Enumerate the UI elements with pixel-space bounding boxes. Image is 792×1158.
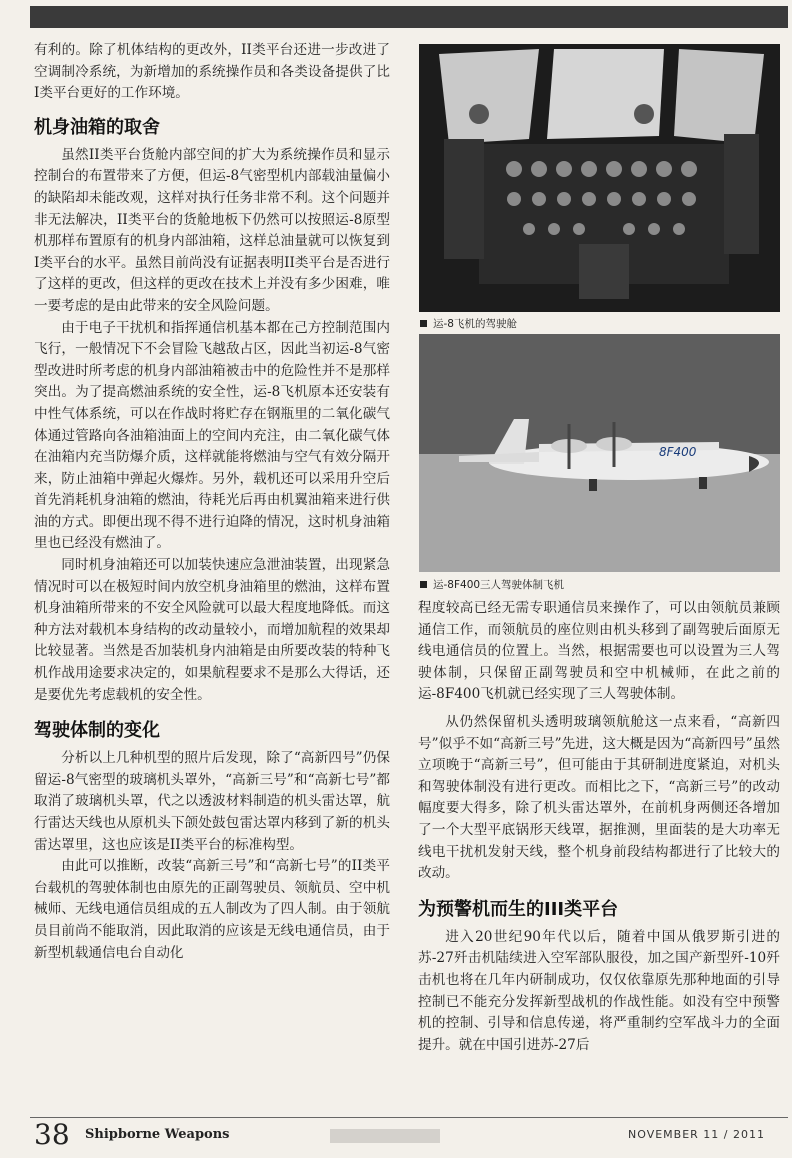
paragraph: 从仍然保留机头透明玻璃领航舱这一点来看，“高新四号”似乎不如“高新三号”先进，这大概是因为“高新四号”虽然立项晚于“高新三号”，但可能由于其研制进度紧迫，对机头和驾驶体制没有进行更改。而相比之下，“高新三号”的改动幅度要大得多，除了机头雷达罩外，在前机身两侧还各增加了一个大型平底锅形天线罩，据推测，里面装的是大功率无线电干扰机发射天线，整个机身前段结构都进行了比较大的改动。 xyxy=(418,713,780,882)
top-banner xyxy=(30,6,788,28)
left-column xyxy=(34,40,390,964)
paragraph: 分析以上几种机型的照片后发现，除了“高新四号”仍保留运-8气密型的玻璃机头罩外，“高新三号”和“高新七号”都取消了玻璃机头罩，代之以透波材料制造的机头雷达罩，航行雷达天线也从原机头下颌处鼓包雷达罩内移到了新的机头雷达罩里，这也应该是II类平台的标准构型。 xyxy=(34,750,390,853)
paragraph-continued: 程度较高已经无需专职通信员来操作了，可以由领航员兼顾通信工作，而领航员的座位则由机头移到了副驾驶后面原无线电通信员的位置上。当然，根据需要也可以设置为三人驾驶体制，只保留正副驾驶员和空中机械师，在此之前的运-8F400飞机就已经实现了三人驾驶体制。 xyxy=(418,600,780,703)
figure-caption-aircraft xyxy=(420,577,564,592)
caption-bullet-icon xyxy=(420,581,427,588)
paragraph: 进入20世纪90年代以后，随着中国从俄罗斯引进的苏-27歼击机陆续进入空军部队服役，加之国产新型歼-10歼击机也将在几年内研制成功，仅仅依靠原先那种地面的引导控制已不能充分发挥新型战机的作战性能。如没有空中预警机的控制、引导和信息传递，将严重制约空军战斗力的全面提升。就在中国引进苏-27后 xyxy=(418,928,780,1053)
cockpit-illustration xyxy=(419,44,780,312)
caption-text: 运-8飞机的驾驶舱 xyxy=(433,318,517,330)
right-column xyxy=(418,598,780,1056)
caption-text: 运-8F400三人驾驶体制飞机 xyxy=(433,579,565,591)
caption-bullet-icon xyxy=(420,320,427,327)
magazine-name: Shipborne Weapons xyxy=(85,1127,230,1142)
figure-caption-cockpit xyxy=(420,316,517,331)
paragraph-continued: 有利的。除了机体结构的更改外，II类平台还进一步改进了空调制冷系统，为新增加的系统操作员和各类设备提供了比I类平台更好的工作环境。 xyxy=(34,42,390,102)
paragraph: 虽然II类平台货舱内部空间的扩大为系统操作员和显示控制台的布置带来了方便，但运-8气密型机内部载油量偏小的缺陷却未能改观，这样对执行任务非常不利。这个问题并非无法解决，II类平台的货舱地板下仍然可以按照运-8原型机那样布置原有的机身内部油箱，这样总油量就可以恢复到I类平台的水平。虽然目前尚没有证据表明II类平台是否进行了这样的更改，但这样的更改在技术上并没有多少困难，唯一要考虑的是由此带来的安全风险问题。 xyxy=(34,146,390,314)
aircraft-illustration xyxy=(419,334,780,572)
section-heading-crew: 驾驶体制的变化 xyxy=(34,720,160,742)
paragraph: 由此可以推断，改装“高新三号”和“高新七号”的II类平台载机的驾驶体制也由原先的正副驾驶员、领航员、空中机械师、无线电通信员组成的五人制改为了四人制。由于领航员目前尚不能取消，因此取消的应该是无线电通信员，由于新型机载通信电台自动化 xyxy=(34,858,390,961)
section-heading-class-iii: 为预警机而生的III类平台 xyxy=(418,898,619,920)
section-heading-fuel-tank: 机身油箱的取舍 xyxy=(34,116,160,138)
issue-date: NOVEMBER 11 / 2011 xyxy=(628,1128,765,1141)
page-number: 38 xyxy=(34,1118,70,1151)
aircraft-photo xyxy=(419,334,780,572)
footer-rule xyxy=(30,1117,788,1118)
watermark-blur xyxy=(330,1129,440,1143)
paragraph: 由于电子干扰机和指挥通信机基本都在己方控制范围内飞行，一般情况下不会冒险飞越敌占区，因此当初运-8气密型改进时所考虑的机身内部油箱被击中的危险性并不是那样突出。为了提高燃油系统的安全性，运-8飞机原本还安装有中性气体系统，可以在作战时将贮存在钢瓶里的二氧化碳气体通过管路向各油箱油面上的空间内充注，由二氧化碳气体在油箱内充当防爆介质，这样就能将燃油与空气有效分隔开来，防止油箱中弹起火爆炸。另外，载机还可以采用升空后首先消耗机身油箱的燃油，待耗光后再由机翼油箱来进行供油的方式。即便出现不得不进行迫降的情况，这时机身油箱里也已经没有燃油了。 xyxy=(34,319,390,552)
paragraph: 同时机身油箱还可以加装快速应急泄油装置，出现紧急情况时可以在极短时间内放空机身油箱里的燃油，这样布置机身油箱所带来的不安全风险就可以最大程度地降低。而这种方法对载机本身结构的改动量较小，而增加航程的效果却比较显著。当然是否加装机身内油箱是由所要改装的特种飞机作战用途要求决定的，如果航程要求不是那么大得话，还是要优先考虑载机的安全性。 xyxy=(34,557,390,703)
cockpit-photo xyxy=(419,44,780,312)
aircraft-marking: 8F400 xyxy=(659,445,697,459)
